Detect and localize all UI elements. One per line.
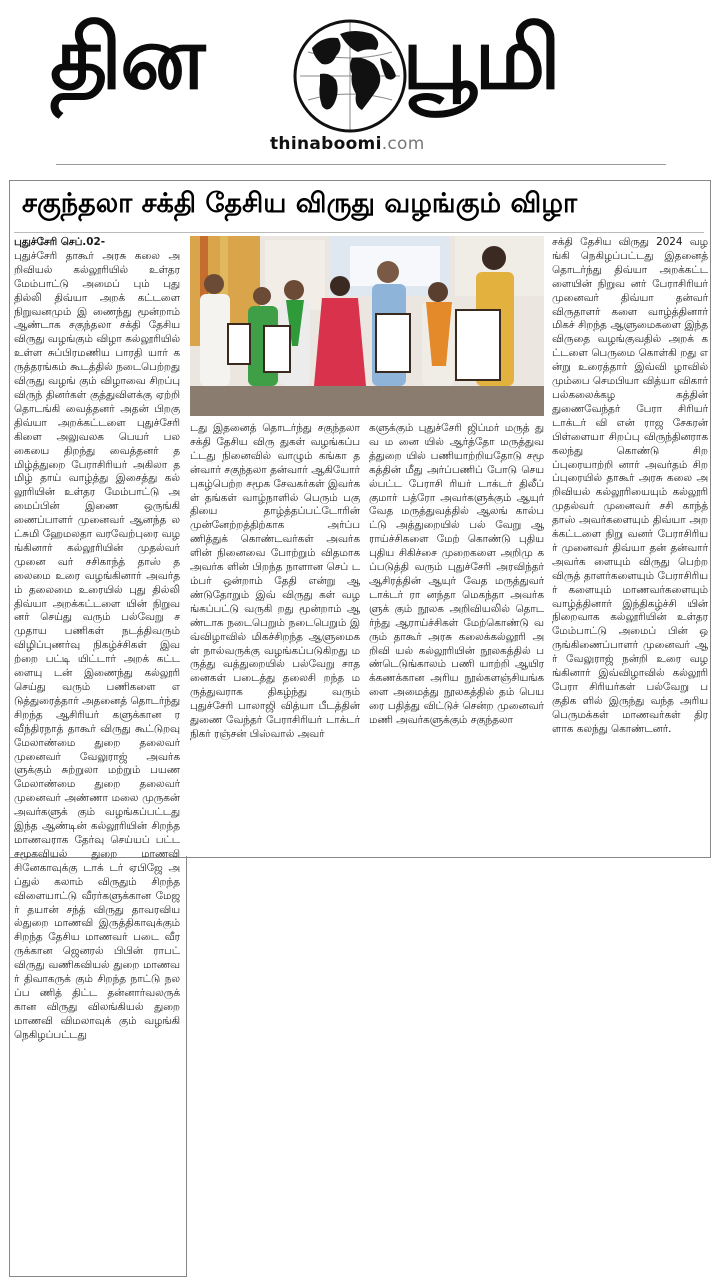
article-headline: சகுந்தலா சக்தி தேசிய விருது வழங்கும் விழா [22, 188, 578, 219]
site-name [270, 134, 425, 154]
article-column-3: களுக்கும் புதுச்சேரி ஜிப்மர் மருத் து வ ம னை யில் ஆர்த்தோ மருத்துவத்துறை யில் பணியாற்றியதோடு சமூ கத்தின் மீது அர்ப்பணிப் போடு செயல்பட்ட பேராசி ரியர் டாக்டர் திலீப் குமார் பத்ரோ அவர்களுக்கும் ஆயுர் வேத மருத்துவத்தில் ஆலங் கால்பட்டு அத்துறையில் பல் வேறு ஆராய்ச்சிகளை மேற் கொண்டு புதிய புதிய சிகிச்சை முறைகளை அறிமு கப்படுத்தி வரும் புதுச்சேரி அரவிந்தர் ஆசிரத்தின் ஆயுர் வேத மருத்துவர் டாக்டர் ரா னந்தா மெகந்தா அவர்களுக் கும் நூலக அறிவியலில் தொடர்ந்து ஆராய்ச்சிகள் மேற்கொண்டு வரும் தாகூர் அரசு கலைக்கல்லூரி அறிவி யல் கல்லூரியின் நூலகத்தில் பண்டெடுங்காலம் பணி யாற்றி ஆயிரக்கணக்கான அரிய நூல்களஞ்சியங்களை அமைத்து நூலகத்தில் தம் பெயரை பதித்து விட்டுச் சென்ற முனைவர் மணி அவர்களுக்கும் சகுந்தலா [369, 422, 544, 727]
site-name-tld: .com [381, 134, 425, 154]
masthead-rule [56, 164, 666, 165]
article-column-4: சக்தி தேசிய விருது 2024 வழங்கி நெகிழப்பட்டது இதனைத் தொடர்ந்து திவ்யா அறக்கட்டளையின் நிறுவ னர் பேராசிரியர் முனைவர் திவ்யா தன்வர் விருதாளர் களை வாழ்த்தினார் மிகச் சிறந்த ஆளுமைகளை இந்த விருதை வழங்குவதில் அறக் கட்டளை பெருமை கொள்கி றது என்று உரைத்தார் இவ்வி ழாவில் மும்பை செமபியா வித்யா விகார் பல்கலைக்கழ கத்தின் துணைவேந்தர் பேரா சிரியர் டாக்டர் வி என் ராஜ சேகரன் பிள்ளையா சிறப்பு விருந்தினராக கலந்து கொண்டு சிறப்புரையாற்றி னார் அவர்தம் சிறப்புரையில் தாகூர் அரசு கலை அறிவியல் கல்லூரியையும் கல்லூரி முதல்வர் முனைவர் சசி காந்த் தாஸ் அவர்களையும் திவ்யா அறக்கட்டளை நிறு வனர் பேராசிரியர் முனைவர் திவ்யா தன் தன்வார் அவர்க ளையும் விருது பெற்ற விருத் தாளர்களையும் பேராசிரியர் களையும் மாணவர்களையும் வாழ்த்தினார் இந்திகழ்ச்சி யின் நிறைவாக கல்லூரியின் உள்தர மேம்பாட்டு அமைப் பின் ஒருங்கிணைப்பாளர் முனைவர் ஆர் வேலுராஜ் நன்றி உரை வழங்கினார் இவ்விழாவில் கல்லூரி பேரா சிரியர்கள் பல்வேறு பகுதிக ளில் இருந்து வந்த அரிய பெருமக்கள் மாணவர்கள் திரளாக கலந்து கொண்டனர். [552, 236, 708, 735]
article-column-1-text: புதுச்சேரி தாகூர் அரசு கலை அறிவியல் கல்லூரியில் உள்தர மேம்பாட்டு அமைப் பும் புது தில்லி திவ்யா அறக் கட்டளை நிறுவனமும் இ ணைந்து மூன்றாம் ஆண்டாக சகுந்தலா சக்தி தேசிய விருது வழங்கும் விழா கல்லூரியில் உள்ள சுப்பிரமணிய பாரதி யார் கருத்தரங்கம் கூடத்தில் நடைபெற்றது விருது வழங் கும் விழாவை சிறப்பு விருந் தினர்கள் குத்துவிளக்கு ஏற்றி தொடங்கி வைத்தனர் அதன் பிறகு திவ்யா அறக்கட்டளை புதுச்சேரி கிளை அலுவலக பெயர் பலகையை திறந்து வைத்தனர் தமிழ்த்துறை பேராசிரியர் அகிலா தமிழ் தாய் வாழ்த்து இசைத்து கல் லூரியின் உள்தர மேம்பாட்டு அமைப்பின் இணை ஒருங்கி ணைப்பாளர் முனைவர் ஆனந்த லட்சுமி ஹேமலதா வரவேற்புரை வழங்கினார் கல்லூரியின் முதல்வர் முனை வர் சசிகாந்த் தாஸ் தலைமை உரை வழங்கினார் அவர்தம் தலைமை உரையில் புது தில்லி திவ்யா அறக்கட்டளை யின் நிறுவனர் செய்து வரும் பல்வேறு சமுதாய பணிகள் நடத்திவரும் விழிப்புணர்வு நிகழ்ச்சிகள் இவற்றை பட்டி யிட்டார் அறக் கட்டளையு டன் இணைந்து கல்லூரி செய்து வரும் பணிகளை எடுத்துரைத்தார் அதனைத் தொடர்ந்து சிறந்த ஆசிரியர் களுக்கான ரவீந்திரநாத் தாகூர் விருது கூட்டுறவு மேலாண்மை துறை தலைவர் முனைவர் வேலுராஜ் அவர்க ளுக்கும் சுற்றுலா மற்றும் பயண மேலாண்மை துறை தலைவர் முனைவர் அண்ணா மலை முருகன் அவர்களுக் கும் வழங்கப்பட்டது இந்த ஆண்டின் கல்லூரியின் சிறந்த மாணவராக தேர்வு செய்யப் பட்ட சமூகவியல் துறை மாணவி சினேகாவுக்கு டாக் டர் ஏபிஜே அப்துல் கலாம் விருதும் சிறந்த விளையாட்டு வீரர்களுக்கான மேஜர் தயான் சந்த் விருது தாவரவியல்துறை மாணவி இருத்திகாவுக்கும் சிறந்த தேசிய மாணவர் படை வீரருக்கான ஜெனரல் பிபின் ராபட் விருது வணிகவியல் துறை மாணவர் திவாகருக் கும் சிறந்த நாட்டு நலப்ப ணித் திட்ட தன்னார்வலருக் கான விருது விலங்கியல் துறை மாணவி விமலாவுக் கும் வழங்கி நெகிழப்பட்டது [14, 249, 180, 1041]
article-column-1 [14, 236, 180, 1272]
site-name-main: thinaboomi [270, 134, 382, 154]
article-column-2: டது இதனைத் தொடர்ந்து சகுந்தலா சக்தி தேசிய விரு துகள் வழங்கப்பட்டது நினைவில் வாழும் கங்கா தன்வார் சகுந்தலா தன்வார் ஆகியோர் புகழ்பெற்ற சமூக சேவகர்கள் இவர்கள் தங்கள் வாழ்நாளில் பெரும் பகு தியை தாழ்த்தப்பட்டோரின் முன்னேற்றத்திற்காக அர்ப்ப ணித்துக் கொண்டவர்கள் அவர்களின் நினைவை போற்றும் விதமாக அவர்க ளின் பிறந்த நாளான செப் டம்பர் ஒன்றாம் தேதி என்று ஆண்டுதோறும் இவ் விருது கள் வழங்கப்பட்டு வருகி றது மூன்றாம் ஆண்டாக நடைபெறும் நடைபெறும் இவ்விழாவில் மிகச்சிறந்த ஆளுமைகள் நால்வருக்கு வழங்கப்படுகிறது மருத்து வத்துறையில் பல்வேறு சாத னைகள் படைத்து தலைசி றந்த மருத்துவராக திகழ்ந்து வரும் புதுச்சேரி பாலாஜி வித்யா பீடத்தின் துணை வேந்தர் பேராசிரியர் டாக்டர் நிகர் ரஞ்சன் பிஸ்வால் அவர் [190, 422, 360, 740]
globe-icon [292, 18, 408, 134]
masthead [0, 0, 722, 165]
event-photo-illustration [190, 236, 544, 416]
masthead-right-word: பூமி [402, 6, 560, 109]
headline-rule [14, 232, 704, 233]
masthead-left-word: தின [50, 6, 204, 109]
event-photo [190, 236, 544, 416]
article-dateline: புதுச்சேரி செப்.02- [14, 236, 106, 248]
